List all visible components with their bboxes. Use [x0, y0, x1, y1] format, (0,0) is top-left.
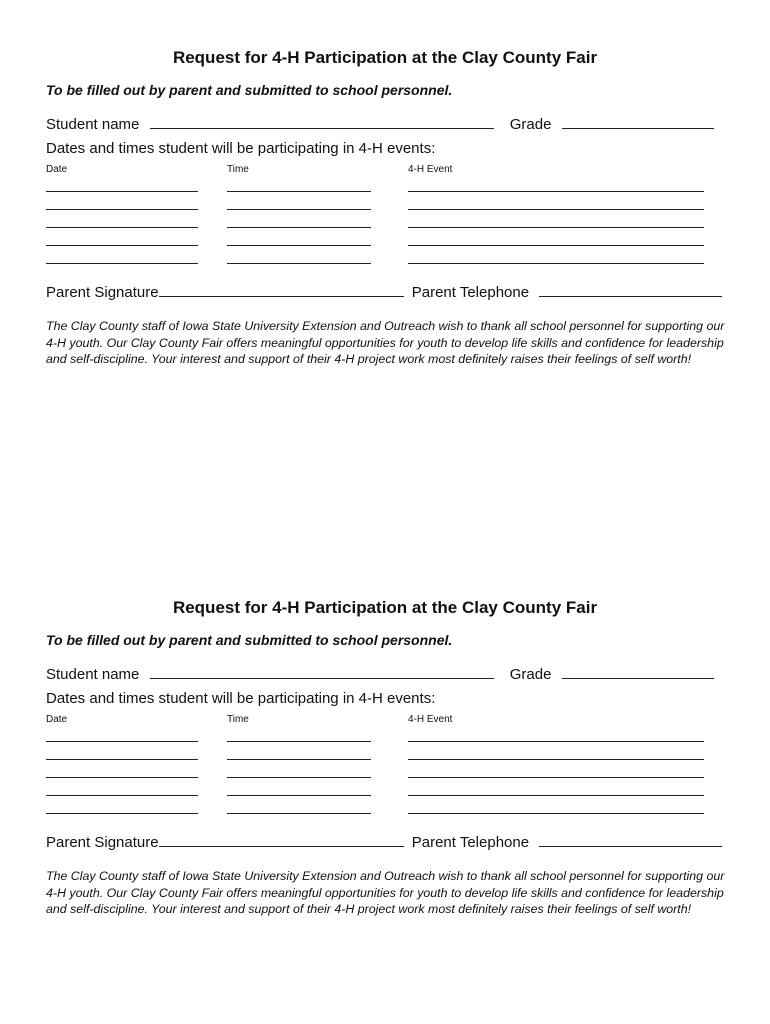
event-field[interactable] — [408, 813, 704, 814]
signature-row — [46, 832, 722, 853]
date-column-heading: Date — [46, 164, 68, 175]
time-field[interactable] — [227, 191, 371, 192]
parent-telephone-field[interactable] — [539, 282, 722, 297]
event-field[interactable] — [408, 263, 704, 264]
event-field[interactable] — [408, 209, 704, 210]
parent-signature-label: Parent Signature — [46, 284, 159, 301]
date-column-heading: Date — [46, 714, 68, 725]
parent-signature-label: Parent Signature — [46, 834, 159, 851]
student-name-label: Student name — [46, 116, 140, 133]
entry-row — [0, 799, 770, 817]
event-entry-table — [0, 177, 770, 269]
date-field[interactable] — [46, 813, 198, 814]
request-form-bottom — [0, 596, 770, 996]
time-field[interactable] — [227, 263, 371, 264]
time-field[interactable] — [227, 813, 371, 814]
dates-prompt: Dates and times student will be participating in 4-H events: — [46, 690, 436, 707]
grade-label: Grade — [509, 116, 552, 133]
student-name-field[interactable] — [150, 664, 494, 679]
date-field[interactable] — [46, 227, 198, 228]
time-field[interactable] — [227, 209, 371, 210]
entry-row — [0, 763, 770, 781]
event-field[interactable] — [408, 777, 704, 778]
time-field[interactable] — [227, 245, 371, 246]
event-field[interactable] — [408, 741, 704, 742]
grade-field[interactable] — [562, 114, 714, 129]
time-field[interactable] — [227, 227, 371, 228]
parent-telephone-label: Parent Telephone — [411, 284, 530, 301]
date-field[interactable] — [46, 759, 198, 760]
event-column-heading: 4-H Event — [408, 714, 453, 725]
event-field[interactable] — [408, 227, 704, 228]
student-row — [46, 114, 714, 135]
date-field[interactable] — [46, 209, 198, 210]
event-field[interactable] — [408, 795, 704, 796]
parent-signature-field[interactable] — [159, 832, 404, 847]
form-subtitle: To be filled out by parent and submitted to school personnel. — [46, 632, 453, 648]
parent-signature-field[interactable] — [159, 282, 404, 297]
entry-row — [0, 781, 770, 799]
student-name-field[interactable] — [150, 114, 494, 129]
event-field[interactable] — [408, 759, 704, 760]
thank-you-paragraph: The Clay County staff of Iowa State University Extension and Outreach wish to thank all school personnel for supporting our 4-H youth. Our Clay County Fair offers meaningful opportunities for youth to develop life skills and confidence for leadership and self-discipline. Your interest and support of their 4-H project work most definitely raises their feelings of self worth! — [46, 869, 725, 916]
parent-telephone-field[interactable] — [539, 832, 722, 847]
date-field[interactable] — [46, 741, 198, 742]
grade-label: Grade — [509, 666, 552, 683]
form-title: Request for 4-H Participation at the Clay County Fair — [172, 48, 598, 67]
thank-you-paragraph: The Clay County staff of Iowa State University Extension and Outreach wish to thank all school personnel for supporting our 4-H youth. Our Clay County Fair offers meaningful opportunities for youth to develop life skills and confidence for leadership and self-discipline. Your interest and support of their 4-H project work most definitely raises their feelings of self worth! — [46, 319, 725, 366]
student-row — [46, 664, 714, 685]
event-column-heading: 4-H Event — [408, 164, 453, 175]
time-field[interactable] — [227, 777, 371, 778]
entry-row — [0, 195, 770, 213]
form-subtitle: To be filled out by parent and submitted to school personnel. — [46, 82, 453, 98]
entry-row — [0, 745, 770, 763]
time-column-heading: Time — [227, 714, 249, 725]
time-field[interactable] — [227, 741, 371, 742]
entry-row — [0, 231, 770, 249]
time-column-heading: Time — [227, 164, 249, 175]
date-field[interactable] — [46, 795, 198, 796]
event-field[interactable] — [408, 245, 704, 246]
entry-row — [0, 213, 770, 231]
entry-row — [0, 177, 770, 195]
parent-telephone-label: Parent Telephone — [411, 834, 530, 851]
dates-prompt: Dates and times student will be participating in 4-H events: — [46, 140, 436, 157]
student-name-label: Student name — [46, 666, 140, 683]
grade-field[interactable] — [562, 664, 714, 679]
entry-row — [0, 727, 770, 745]
date-field[interactable] — [46, 191, 198, 192]
date-field[interactable] — [46, 777, 198, 778]
request-form-top — [0, 46, 770, 446]
event-field[interactable] — [408, 191, 704, 192]
date-field[interactable] — [46, 245, 198, 246]
signature-row — [46, 282, 722, 303]
form-title: Request for 4-H Participation at the Clay County Fair — [172, 598, 598, 617]
time-field[interactable] — [227, 795, 371, 796]
entry-row — [0, 249, 770, 267]
event-entry-table — [0, 727, 770, 819]
date-field[interactable] — [46, 263, 198, 264]
time-field[interactable] — [227, 759, 371, 760]
